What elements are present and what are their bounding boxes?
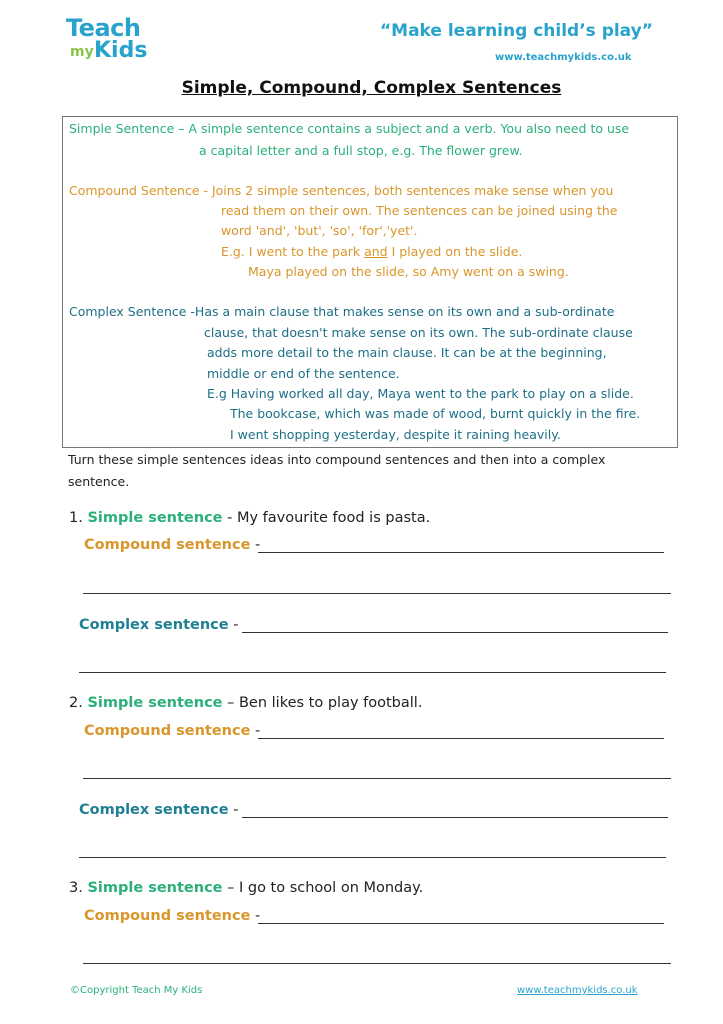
complex-prompt-1: [79, 617, 238, 633]
complex-prompt-2: [79, 802, 238, 818]
complex-definition: [69, 302, 614, 323]
label-dash: -: [250, 723, 261, 739]
logo-teach-text: Teach: [66, 14, 141, 42]
label-dash: -: [250, 537, 261, 553]
complex-sentence-label: Complex sentence: [79, 802, 229, 818]
complex-def-example3: I went shopping yesterday, despite it raining heavily.: [230, 427, 561, 442]
question-separator: –: [222, 695, 239, 711]
simple-def-dash: –: [174, 121, 185, 136]
label-dash: -: [228, 617, 239, 633]
simple-sentence-label: Simple sentence: [87, 695, 223, 711]
logo-kids-text: Kids: [94, 38, 148, 63]
compound-def-line1: Joins 2 simple sentences, both sentences make sense when you: [208, 183, 614, 198]
compound-def-label: Compound Sentence: [69, 183, 200, 198]
simple-def-line2: a capital letter and a full stop, e.g. The flower grew.: [199, 143, 523, 158]
simple-sentence-label: Simple sentence: [87, 880, 223, 896]
compound-answer-line-2b[interactable]: [83, 778, 671, 779]
compound-def-example1: [221, 242, 522, 263]
question-1: [69, 510, 430, 526]
compound-ex1-post: I played on the slide.: [387, 244, 523, 259]
compound-prompt-2: [84, 723, 260, 739]
footer-copyright: ©Copyright Teach My Kids: [70, 985, 203, 996]
compound-answer-line-1b[interactable]: [83, 593, 671, 594]
complex-def-example2: The bookcase, which was made of wood, burnt quickly in the fire.: [230, 406, 641, 421]
simple-sentence-label: Simple sentence: [87, 510, 223, 526]
tagline: “Make learning child’s play”: [380, 21, 653, 41]
complex-def-line4: middle or end of the sentence.: [207, 366, 400, 381]
complex-def-example1: E.g Having worked all day, Maya went to the park to play on a slide.: [207, 386, 634, 401]
instructions-line2: sentence.: [68, 474, 130, 489]
complex-answer-line-2b[interactable]: [79, 857, 666, 858]
question-2: [69, 695, 422, 711]
header-website: www.teachmykids.co.uk: [495, 52, 632, 63]
question-separator: -: [222, 510, 237, 526]
complex-def-label: Complex Sentence: [69, 304, 187, 319]
compound-sentence-label: Compound sentence: [84, 908, 251, 924]
complex-answer-line-2a[interactable]: [242, 817, 668, 818]
compound-ex1-and: and: [364, 244, 388, 259]
simple-sentence-text: My favourite food is pasta.: [236, 510, 431, 526]
complex-def-line3: adds more detail to the main clause. It can be at the beginning,: [207, 345, 607, 360]
simple-sentence-text: Ben likes to play football.: [238, 695, 423, 711]
compound-ex1-pre: E.g. I went to the park: [221, 244, 365, 259]
compound-def-dash: -: [199, 183, 208, 198]
simple-definition: [69, 119, 629, 140]
compound-sentence-label: Compound sentence: [84, 723, 251, 739]
complex-answer-line-1a[interactable]: [242, 632, 668, 633]
compound-definition: [69, 181, 613, 202]
compound-answer-line-2a[interactable]: [258, 738, 664, 739]
compound-def-line2: read them on their own. The sentences can be joined using the: [221, 203, 618, 218]
simple-sentence-text: I go to school on Monday.: [238, 880, 424, 896]
label-dash: -: [250, 908, 261, 924]
simple-def-label: Simple Sentence: [69, 121, 175, 136]
question-number: 1.: [69, 510, 83, 526]
footer-website-link[interactable]: www.teachmykids.co.uk: [517, 985, 638, 996]
question-3: [69, 880, 423, 896]
compound-def-line3: word 'and', 'but', 'so', 'for','yet'.: [221, 223, 418, 238]
compound-answer-line-3a[interactable]: [258, 923, 664, 924]
logo-my-text: my: [70, 44, 94, 60]
compound-def-example2: Maya played on the slide, so Amy went on a swing.: [248, 264, 569, 279]
compound-prompt-3: [84, 908, 260, 924]
complex-answer-line-1b[interactable]: [79, 672, 666, 673]
question-separator: –: [222, 880, 239, 896]
compound-prompt-1: [84, 537, 260, 553]
complex-def-line1: -Has a main clause that makes sense on its own and a sub-ordinate: [186, 304, 615, 319]
simple-def-line1: A simple sentence contains a subject and a verb. You also need to use: [184, 121, 630, 136]
question-number: 3.: [69, 880, 83, 896]
question-number: 2.: [69, 695, 83, 711]
page-title: Simple, Compound, Complex Sentences: [181, 78, 562, 98]
label-dash: -: [228, 802, 239, 818]
compound-sentence-label: Compound sentence: [84, 537, 251, 553]
compound-answer-line-1a[interactable]: [258, 552, 664, 553]
complex-def-line2: clause, that doesn't make sense on its own. The sub-ordinate clause: [204, 325, 633, 340]
compound-answer-line-3b[interactable]: [83, 963, 671, 964]
complex-sentence-label: Complex sentence: [79, 617, 229, 633]
instructions-line1: Turn these simple sentences ideas into compound sentences and then into a complex: [68, 452, 606, 467]
